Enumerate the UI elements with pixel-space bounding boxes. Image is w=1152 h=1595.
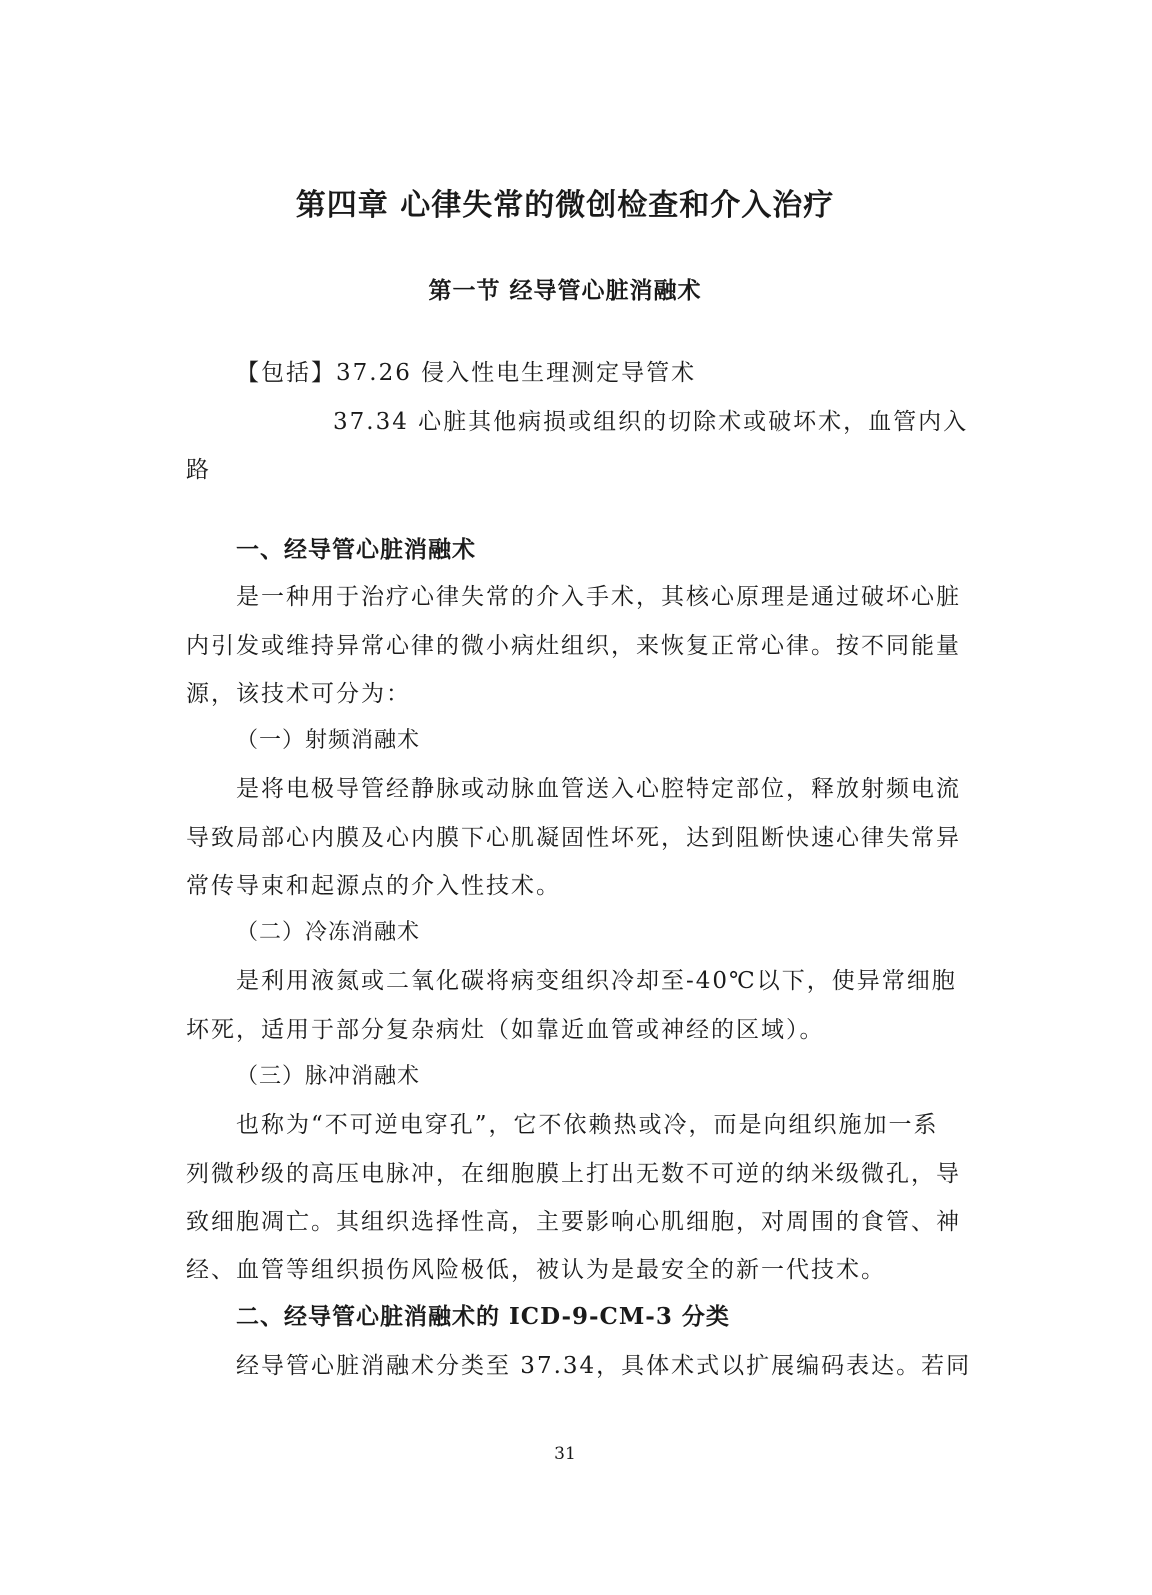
part2-text-line: 经导管心脏消融术分类至 37.34，具体术式以扩展编码表达。若同 (236, 1353, 972, 1379)
includes-line-1: 【包括】37.26 侵入性电生理测定导管术 (236, 360, 697, 386)
part1-intro-line: 源，该技术可分为： (186, 681, 411, 707)
page-number: 31 (554, 1444, 576, 1464)
includes-line-2: 37.34 心脏其他病损或组织的切除术或破坏术，血管内入 (333, 409, 969, 435)
pulsed-text-line: 经、血管等组织损伤风险极低，被认为是最安全的新一代技术。 (186, 1257, 886, 1283)
pulsed-text-line: 致细胞凋亡。其组织选择性高，主要影响心肌细胞，对周围的食管、神 (186, 1209, 961, 1235)
rf-text-line: 常传导束和起源点的介入性技术。 (186, 873, 561, 899)
cryo-text-line: 是利用液氮或二氧化碳将病变组织冷却至-40℃以下，使异常细胞 (236, 968, 957, 994)
section-title: 第一节 经导管心脏消融术 (428, 277, 702, 304)
subsection-title-cryo: （二）冷冻消融术 (236, 920, 421, 945)
part1-intro-line: 内引发或维持异常心律的微小病灶组织，来恢复正常心律。按不同能量 (186, 633, 961, 659)
rf-text-line: 是将电极导管经静脉或动脉血管送入心腔特定部位，释放射频电流 (236, 776, 961, 802)
part1-intro-line: 是一种用于治疗心律失常的介入手术，其核心原理是通过破坏心脏 (236, 584, 961, 610)
includes-line-3: 路 (186, 457, 211, 483)
cryo-text-line: 坏死，适用于部分复杂病灶（如靠近血管或神经的区域）。 (186, 1017, 825, 1043)
chapter-title: 第四章 心律失常的微创检查和介入治疗 (295, 188, 835, 223)
subsection-title-rf: （一）射频消融术 (236, 728, 421, 753)
pulsed-text-line: 列微秒级的高压电脉冲，在细胞膜上打出无数不可逆的纳米级微孔，导 (186, 1161, 961, 1187)
pulsed-text-line: 也称为“不可逆电穿孔”，它不依赖热或冷，而是向组织施加一系 (236, 1112, 939, 1138)
subsection-title-pulsed: （三）脉冲消融术 (236, 1064, 421, 1089)
part1-heading: 一、经导管心脏消融术 (236, 536, 476, 563)
rf-text-line: 导致局部心内膜及心内膜下心肌凝固性坏死，达到阻断快速心律失常异 (186, 825, 961, 851)
part2-heading: 二、经导管心脏消融术的 ICD-9-CM-3 分类 (236, 1303, 730, 1330)
